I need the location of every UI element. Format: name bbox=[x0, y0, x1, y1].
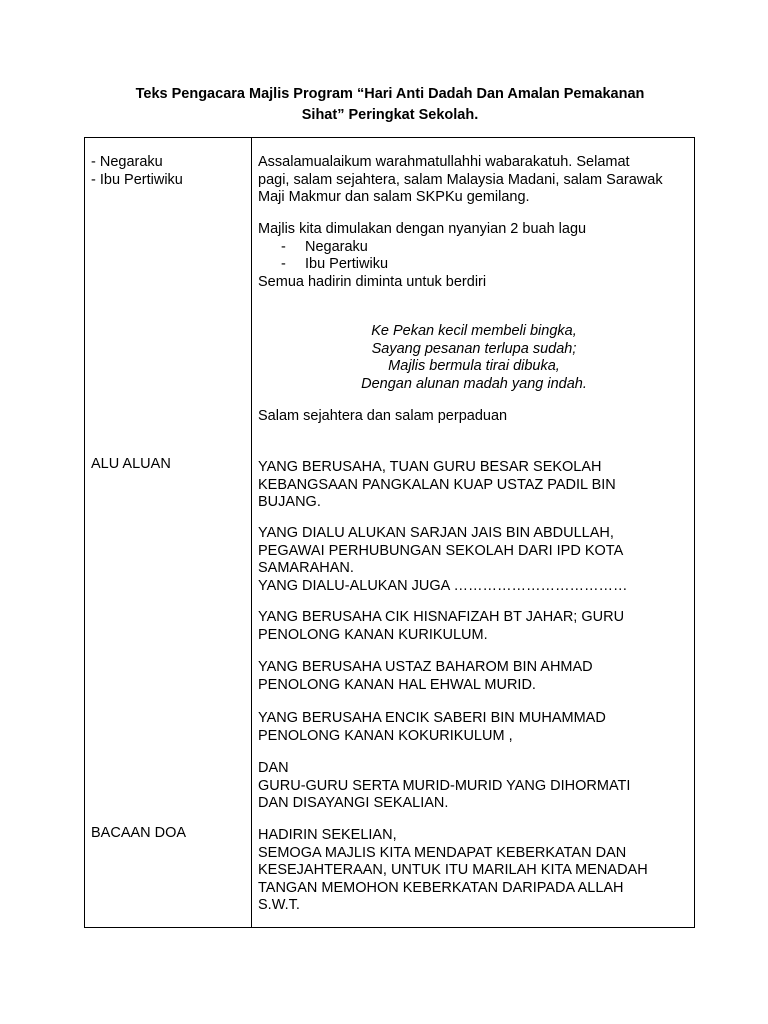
doa-line-5: S.W.T. bbox=[258, 897, 300, 913]
pantun-line-2: Sayang pesanan terlupa sudah; bbox=[371, 340, 577, 357]
section-bacaan-doa: BACAAN DOA bbox=[91, 825, 187, 841]
welcome-3-line-1: YANG BERUSAHA CIK HISNAFIZAH BT JAHAR; GURU bbox=[258, 609, 625, 625]
welcome-4-line-1: YANG BERUSAHA USTAZ BAHAROM BIN AHMAD bbox=[258, 659, 593, 675]
title-line-1: Teks Pengacara Majlis Program “Hari Anti Dadah Dan Amalan Pemakanan bbox=[135, 86, 645, 102]
song-2-dash: - bbox=[281, 256, 286, 272]
opening-line: Majlis kita dimulakan dengan nyanyian 2 buah lagu bbox=[258, 221, 587, 237]
welcome-1-line-1: YANG BERUSAHA, TUAN GURU BESAR SEKOLAH bbox=[258, 459, 602, 475]
left-song-ibu-pertiwiku: - Ibu Pertiwiku bbox=[91, 171, 183, 188]
welcome-6-line-3: DAN DISAYANGI SEKALIAN. bbox=[258, 795, 449, 811]
song-1-dash: - bbox=[281, 238, 286, 255]
doa-line-2: SEMOGA MAJLIS KITA MENDAPAT KEBERKATAN DAN bbox=[258, 844, 627, 861]
column-divider bbox=[251, 138, 252, 927]
welcome-2-line-4: YANG DIALU-ALUKAN JUGA ……………………………… bbox=[258, 577, 628, 594]
welcome-3-line-2: PENOLONG KANAN KURIKULUM. bbox=[258, 626, 488, 643]
pantun-line-1: Ke Pekan kecil membeli bingka, bbox=[371, 323, 577, 339]
document-title bbox=[84, 84, 696, 126]
welcome-6-line-1: DAN bbox=[258, 760, 289, 776]
welcome-1-line-2: KEBANGSAAN PANGKALAN KUAP USTAZ PADIL BIN bbox=[258, 476, 616, 493]
section-alu-aluan: ALU ALUAN bbox=[91, 456, 171, 472]
welcome-2-line-1: YANG DIALU ALUKAN SARJAN JAIS BIN ABDULLAH, bbox=[258, 525, 614, 541]
welcome-2-line-3: SAMARAHAN. bbox=[258, 560, 354, 576]
welcome-6-line-2: GURU-GURU SERTA MURID-MURID YANG DIHORMATI bbox=[258, 777, 631, 794]
greeting-line-1: Assalamualaikum warahmatullahhi wabarakatuh. Selamat bbox=[258, 154, 630, 170]
pantun bbox=[258, 323, 690, 393]
doa-line-1: HADIRIN SEKELIAN, bbox=[258, 827, 397, 843]
song-2: Ibu Pertiwiku bbox=[305, 256, 389, 272]
script-table bbox=[84, 137, 695, 928]
pantun-line-3: Majlis bermula tirai dibuka, bbox=[388, 358, 560, 374]
left-song-negaraku: - Negaraku bbox=[91, 154, 163, 170]
welcome-2-line-2: PEGAWAI PERHUBUNGAN SEKOLAH DARI IPD KOTA bbox=[258, 542, 624, 559]
greeting-line-2: pagi, salam sejahtera, salam Malaysia Madani, salam Sarawak bbox=[258, 171, 663, 188]
welcome-1-line-3: BUJANG. bbox=[258, 494, 321, 510]
title-line-2: Sihat” Peringkat Sekolah. bbox=[301, 107, 479, 123]
stand-instruction: Semua hadirin diminta untuk berdiri bbox=[258, 273, 487, 290]
doa-line-3: KESEJAHTERAAN, UNTUK ITU MARILAH KITA MENADAH bbox=[258, 862, 648, 878]
greeting-line-3: Maji Makmur dan salam SKPKu gemilang. bbox=[258, 189, 530, 205]
welcome-4-line-2: PENOLONG KANAN HAL EHWAL MURID. bbox=[258, 676, 536, 693]
doa-line-4: TANGAN MEMOHON KEBERKATAN DARIPADA ALLAH bbox=[258, 879, 624, 896]
song-1: Negaraku bbox=[305, 238, 368, 255]
welcome-5-line-1: YANG BERUSAHA ENCIK SABERI BIN MUHAMMAD bbox=[258, 710, 606, 726]
welcome-5-line-2: PENOLONG KANAN KOKURIKULUM , bbox=[258, 727, 513, 744]
pantun-line-4: Dengan alunan madah yang indah. bbox=[361, 375, 587, 392]
salam-line: Salam sejahtera dan salam perpaduan bbox=[258, 408, 508, 424]
